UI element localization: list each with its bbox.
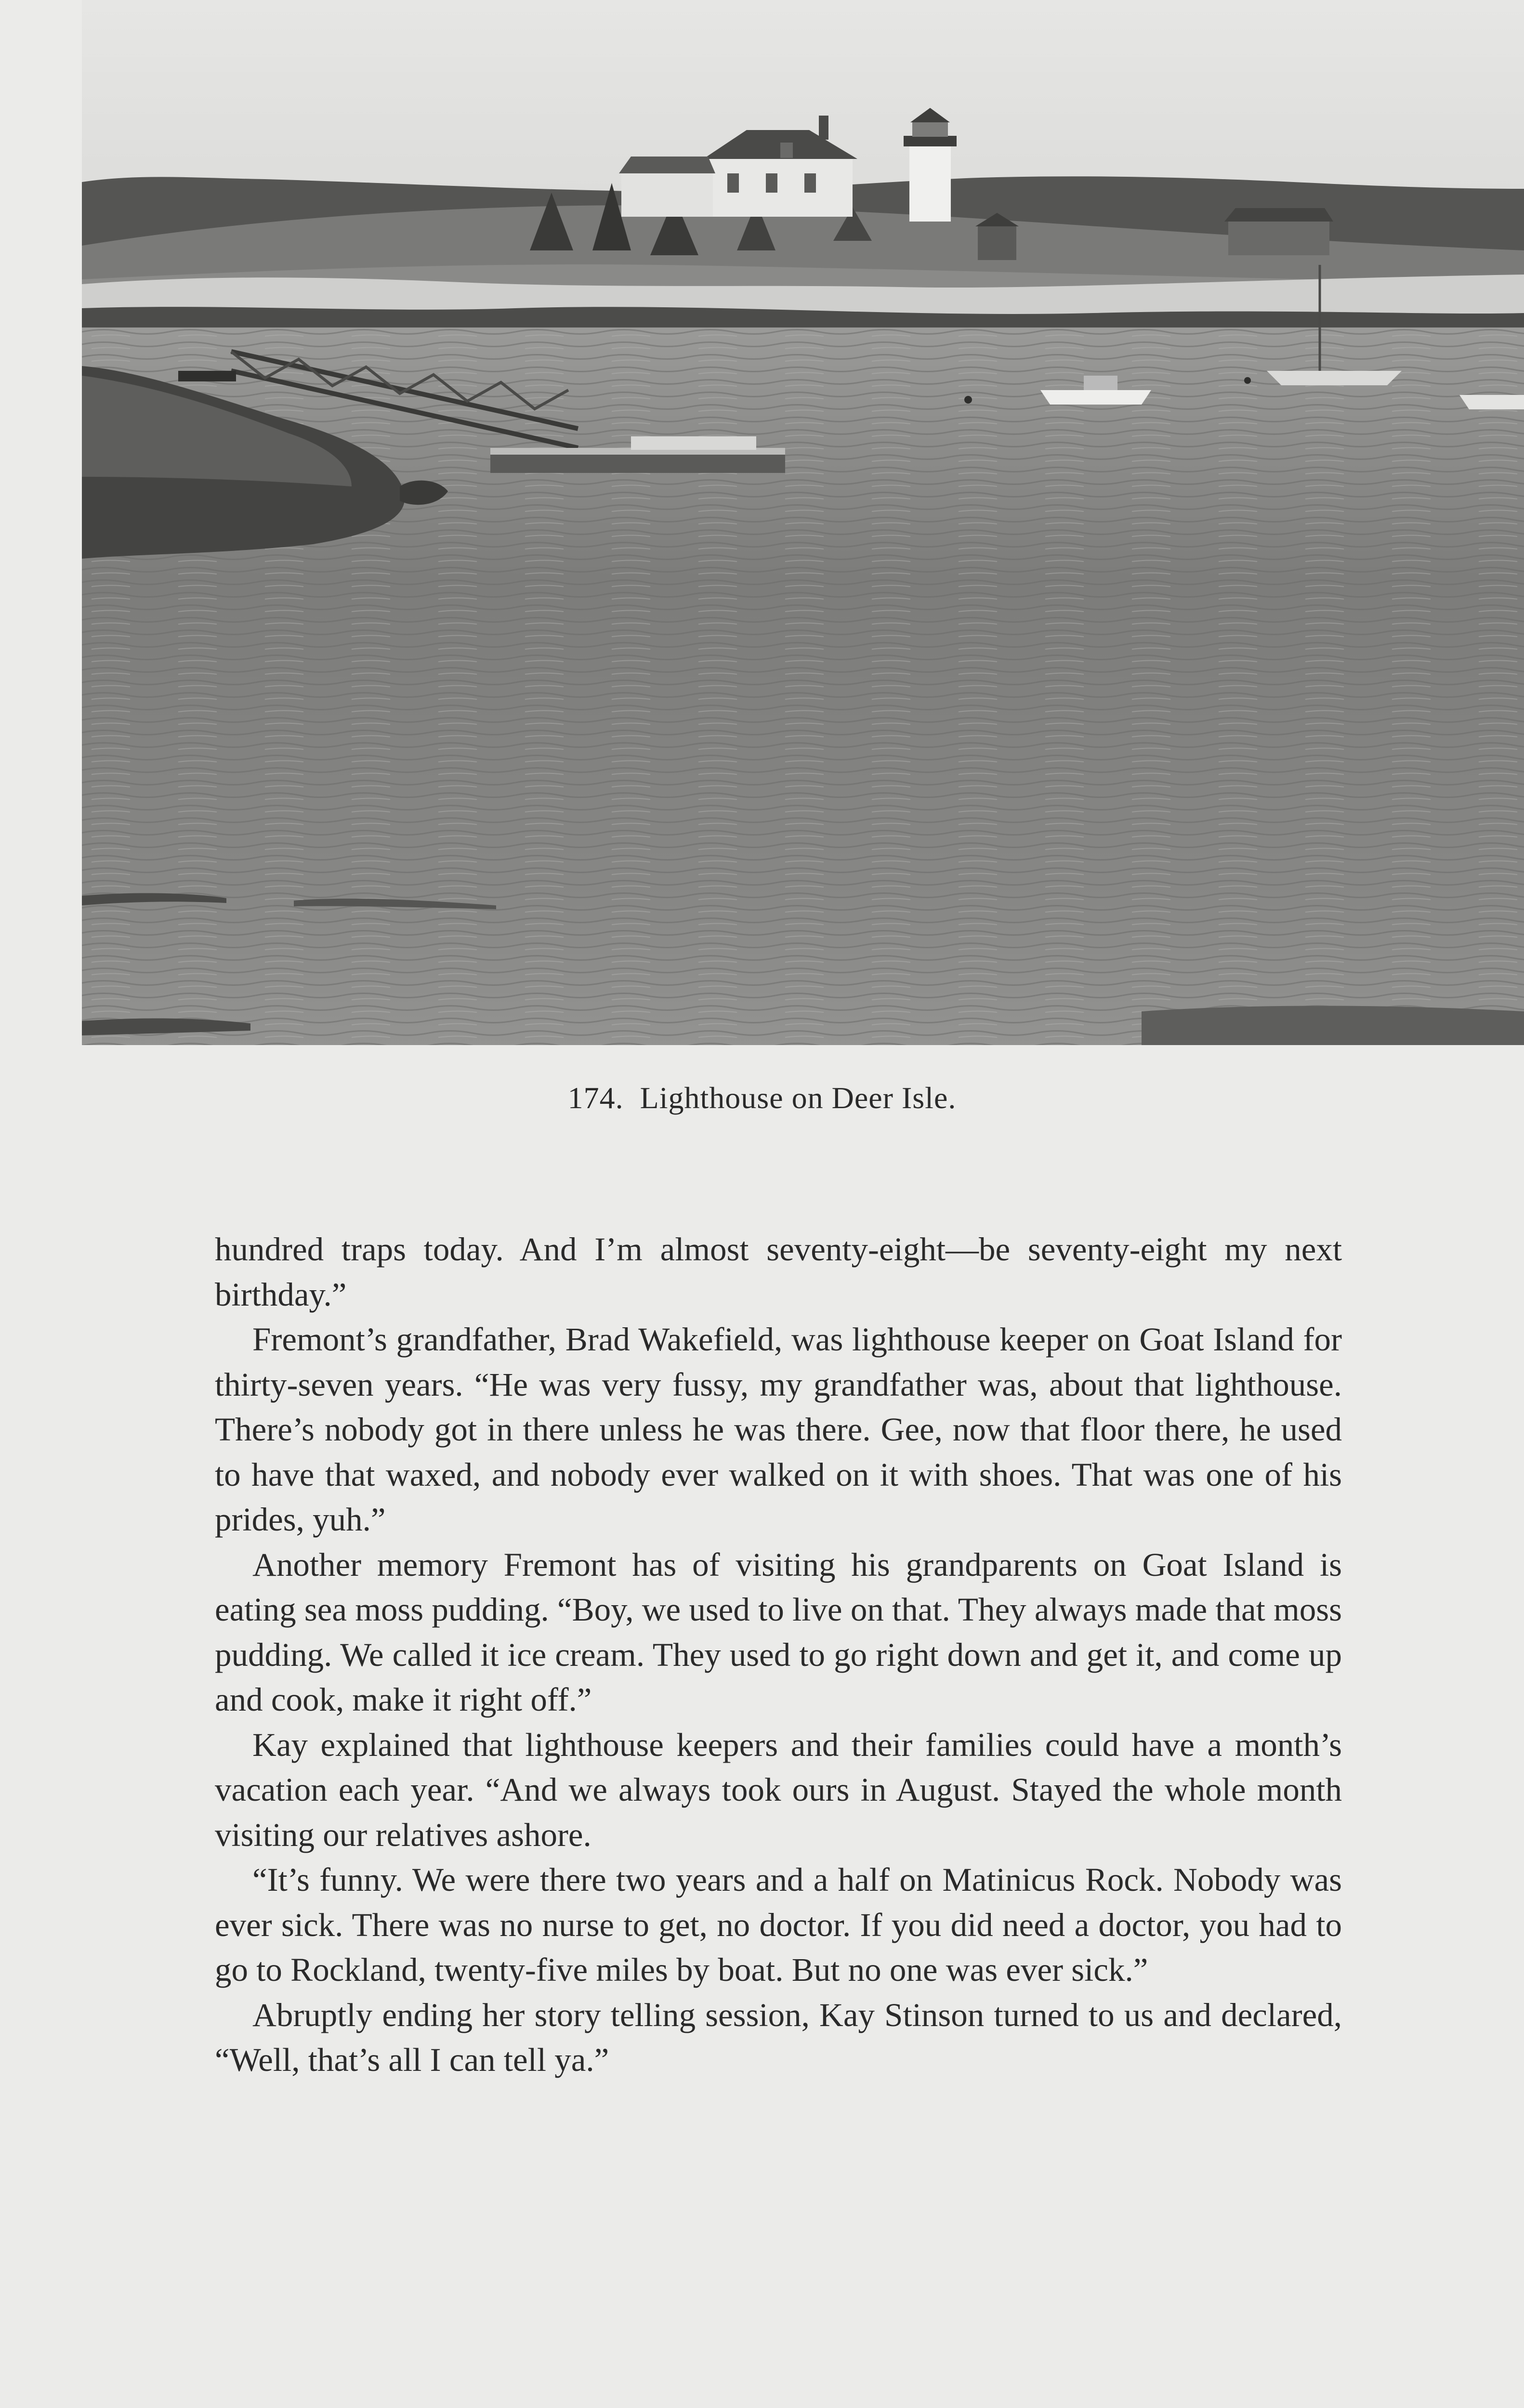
paragraph-closing: Abruptly ending her story telling session, Kay Stinson turned to us and declared, “Well, that’s all I can tell ya.” xyxy=(215,1996,1342,2078)
body-text xyxy=(215,1227,1342,2083)
paragraph-grandfather: Fremont’s grandfather, Brad Wakefield, was lighthouse keeper on Goat Island for thirty-seven years. “He was very fussy, my grandfather was, about that lighthouse. There’s nobody got in there unless he was there. Gee, now that floor there, he used to have that waxed, and nobody ever walked on it with shoes. That was one of his prides, yuh.” xyxy=(215,1321,1342,1538)
paragraph-matinicus-rock: “It’s funny. We were there two years and a half on Matinicus Rock. Nobody was ever sick. There was no nurse to get, no doctor. If you did need a doctor, you had to go to Rockland, twenty-five miles by boat. But no one was ever sick.” xyxy=(215,1861,1342,1988)
paragraph-moss-pudding: Another memory Fremont has of visiting his grandparents on Goat Island is eating sea moss pudding. “Boy, we used to live on that. They always made that moss pudding. We called it ice cream. They used to go right down and get it, and come up and cook, make it right off.” xyxy=(215,1546,1342,1718)
figure-number: 174. xyxy=(567,1081,624,1115)
paragraph-vacation: Kay explained that lighthouse keepers and their families could have a month’s vacation each year. “And we always took ours in August. Stayed the whole month visiting our relatives ashore. xyxy=(215,1726,1342,1853)
lighthouse-tower xyxy=(909,144,951,222)
figure-caption xyxy=(0,1075,1524,1121)
paragraph-continuation: hundred traps today. And I’m almost seventy-eight—be seventy-eight my next birthday.” xyxy=(215,1231,1342,1313)
figure-caption-text: Lighthouse on Deer Isle. xyxy=(640,1081,957,1115)
lighthouse-photo xyxy=(82,0,1524,1045)
